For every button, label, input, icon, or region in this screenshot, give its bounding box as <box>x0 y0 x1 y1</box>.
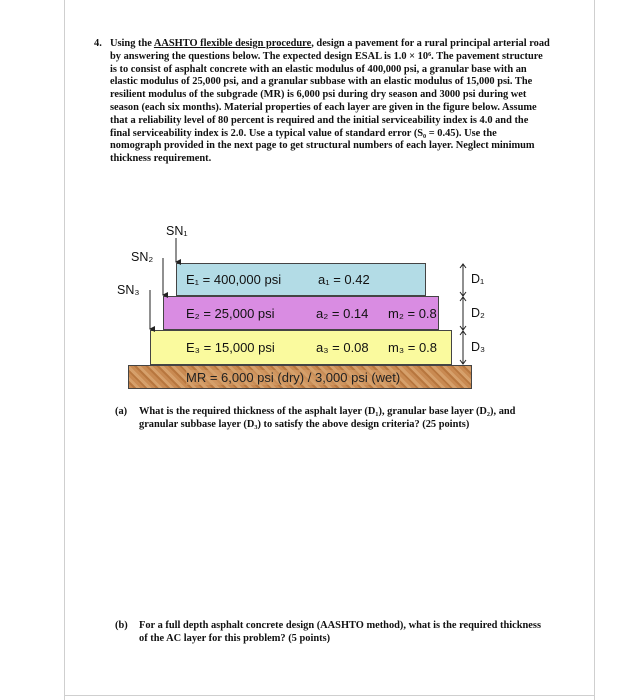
layer1-modulus: E₁ = 400,000 psi <box>186 272 282 287</box>
question-a-text: What is the required thickness of the asphalt layer (D₁), granular base layer (D₂), and granular subbase layer (D₃) to satisfy the above design criteria? (25 points) <box>139 406 516 430</box>
aashto-link[interactable]: AASHTO flexible design procedure <box>153 38 312 49</box>
question-b-text: For a full depth asphalt concrete design (AASHTO method), what is the required thickness of the AC layer for this problem? (5 points) <box>139 620 541 644</box>
question-a <box>115 406 545 432</box>
d2-label: D₂ <box>471 306 485 320</box>
layer3-drainage: m₃ = 0.8 <box>388 340 438 355</box>
page-border-bottom <box>64 695 595 696</box>
question-b-tag: (b) <box>115 620 128 631</box>
sn2-label: SN₂ <box>131 250 154 264</box>
problem-lead: Using the <box>110 38 154 49</box>
sn1-label: SN₁ <box>166 224 188 238</box>
layer3-modulus: E₃ = 15,000 psi <box>186 340 275 355</box>
layer2-coefficient: a₂ = 0.14 <box>316 305 369 321</box>
layer2-drainage: m₂ = 0.8 <box>388 305 437 321</box>
layer2-modulus: E₂ = 25,000 psi <box>186 305 275 321</box>
d3-label: D₃ <box>471 340 486 354</box>
problem-number: 4. <box>94 38 102 49</box>
layer1-coefficient: a₁ = 0.42 <box>318 272 370 287</box>
problem-text: , design a pavement for a rural principal arterial road by answering the questions below. The expected design ESAL is 1.0 × 10⁶. The pavement structure is to consist of asphalt concrete with an elastic modulus of 400,000 psi, a granular base with an elastic modulus of 25,000 psi, and a granular subbase with an elastic modulus of 15,000 psi. The resilient modulus of the subgrade (MR) is 6,000 psi during dry season and 3000 psi during wet season (each six months). Material properties of each layer are given in the figure below. Assume that a reliability level of 80 percent is required and the initial serviceability index is 4.0 and the final serviceability index is 2.0. Use a typical value of standard error (S₀ = 0.45). Use the nomograph provided in the next page to get structural numbers of each layer. Neglect minimum thickness requirement. <box>110 38 550 165</box>
d1-label: D₁ <box>471 272 485 286</box>
question-b <box>115 620 545 646</box>
sn3-label: SN₃ <box>117 283 140 297</box>
layer3-coefficient: a₃ = 0.08 <box>316 340 369 355</box>
question-a-tag: (a) <box>115 406 128 417</box>
subgrade-modulus: MR = 6,000 psi (dry) / 3,000 psi (wet) <box>186 369 401 385</box>
